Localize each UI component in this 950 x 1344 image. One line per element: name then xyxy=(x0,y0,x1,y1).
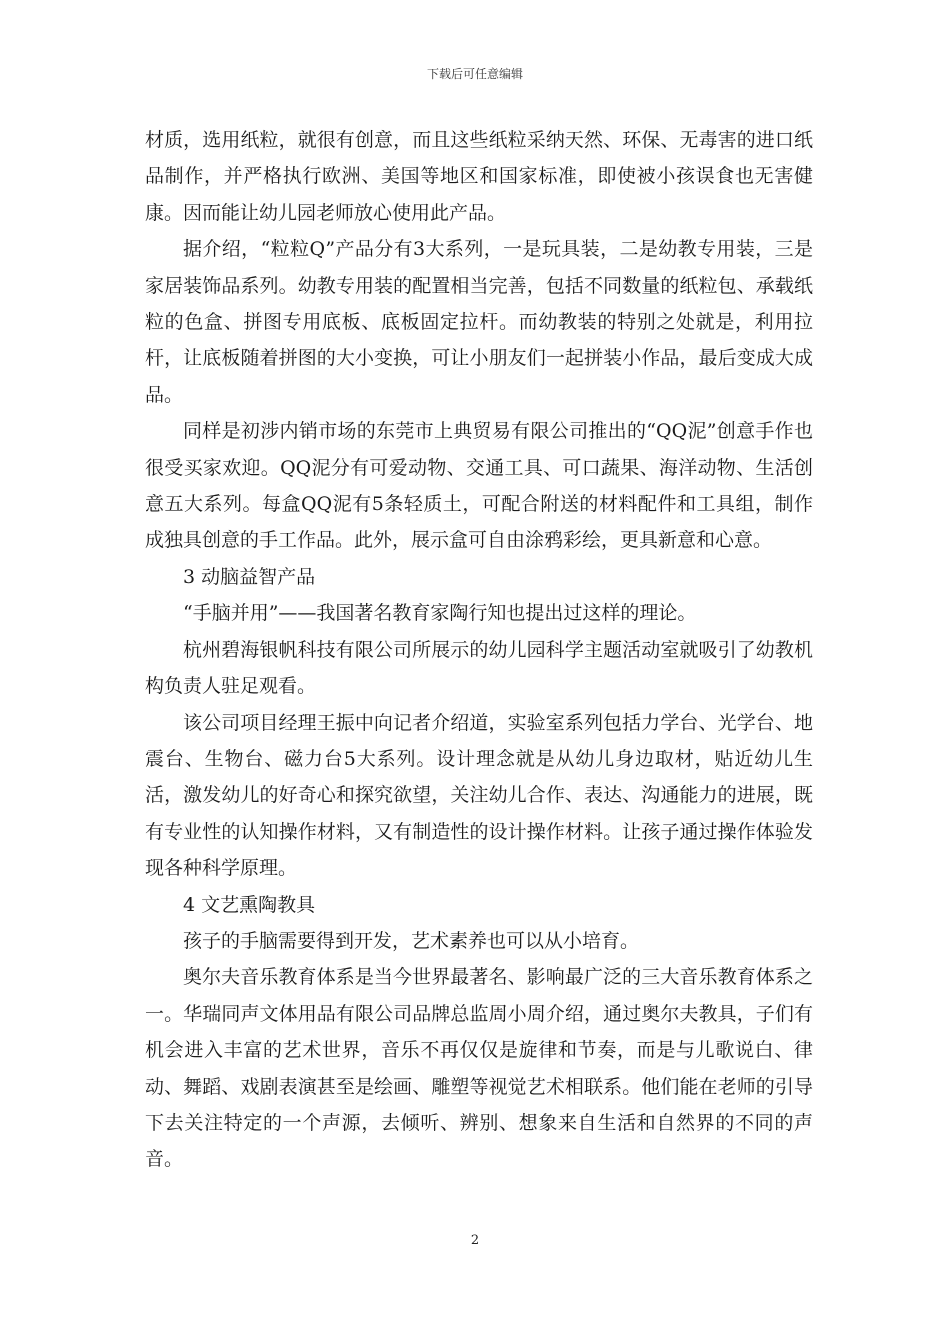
paragraph-lab-series: 该公司项目经理王振中向记者介绍道，实验室系列包括力学台、光学台、地震台、生物台、磁力台5大系列。设计理念就是从幼儿身边取材，贴近幼儿生活，激发幼儿的好奇心和探究欲望，关注幼儿合作、表达、沟通能力的进展，既有专业性的认知操作材料，又有制造性的设计操作材料。让孩子通过操作体验发现各种科学原理。 xyxy=(145,711,813,880)
paragraph-qq-clay: 同样是初涉内销市场的东莞市上典贸易有限公司推出的“QQ泥”创意手作也很受买家欢迎。QQ泥分有可爱动物、交通工具、可口蔬果、海洋动物、生活创意五大系列。每盒QQ泥有5条轻质土，可配合附送的材料配件和工具组，制作成独具创意的手工作品。此外，展示盒可自由涂鸦彩绘，更具新意和心意。 xyxy=(145,420,813,552)
page-header: 下载后可任意编辑 xyxy=(426,67,523,81)
paragraph-arts-cultivation: 孩子的手脑需要得到开发，艺术素养也可以从小培育。 xyxy=(183,929,640,952)
paragraph-material-intro: 材质，选用纸粒，就很有创意，而且这些纸粒采纳天然、环保、无毒害的进口纸品制作，并严格执行欧洲、美国等地区和国家标准，即使被小孩误食也无害健康。因而能让幼儿园老师放心使用此产品。 xyxy=(145,129,813,224)
paragraph-hangzhou-company: 杭州碧海银帆科技有限公司所展示的幼儿园科学主题活动室就吸引了幼教机构负责人驻足观看。 xyxy=(145,638,813,698)
document-body xyxy=(145,122,813,1178)
paragraph-orff-music: 奥尔夫音乐教育体系是当今世界最著名、影响最广泛的三大音乐教育体系之一。华瑞同声文体用品有限公司品牌总监周小周介绍，通过奥尔夫教具，子们有机会进入丰富的艺术世界，音乐不再仅仅是旋律和节奏，而是与儿歌说白、律动、舞蹈、戏剧表演甚至是绘画、雕塑等视觉艺术相联系。他们能在老师的引导下去关注特定的一个声源，去倾听、辨别、想象来自生活和自然界的不同的声音。 xyxy=(145,966,813,1171)
paragraph-hand-brain-quote: “手脑并用”——我国著名教育家陶行知也提出过这样的理论。 xyxy=(183,602,697,625)
paragraph-product-series: 据介绍，“粒粒Q”产品分有3大系列，一是玩具装，二是幼教专用装，三是家居装饰品系列。幼教专用装的配置相当完善，包括不同数量的纸粒包、承载纸粒的色盒、拼图专用底板、底板固定拉杆。而幼教装的特别之处就是，利用拉杆，让底板随着拼图的大小变换，可让小朋友们一起拼装小作品，最后变成大成品。 xyxy=(145,238,813,406)
page-number: 2 xyxy=(470,1233,480,1248)
section-heading-arts-teaching: 4 文艺熏陶教具 xyxy=(183,893,316,916)
section-heading-brain-products: 3 动脑益智产品 xyxy=(183,565,316,588)
